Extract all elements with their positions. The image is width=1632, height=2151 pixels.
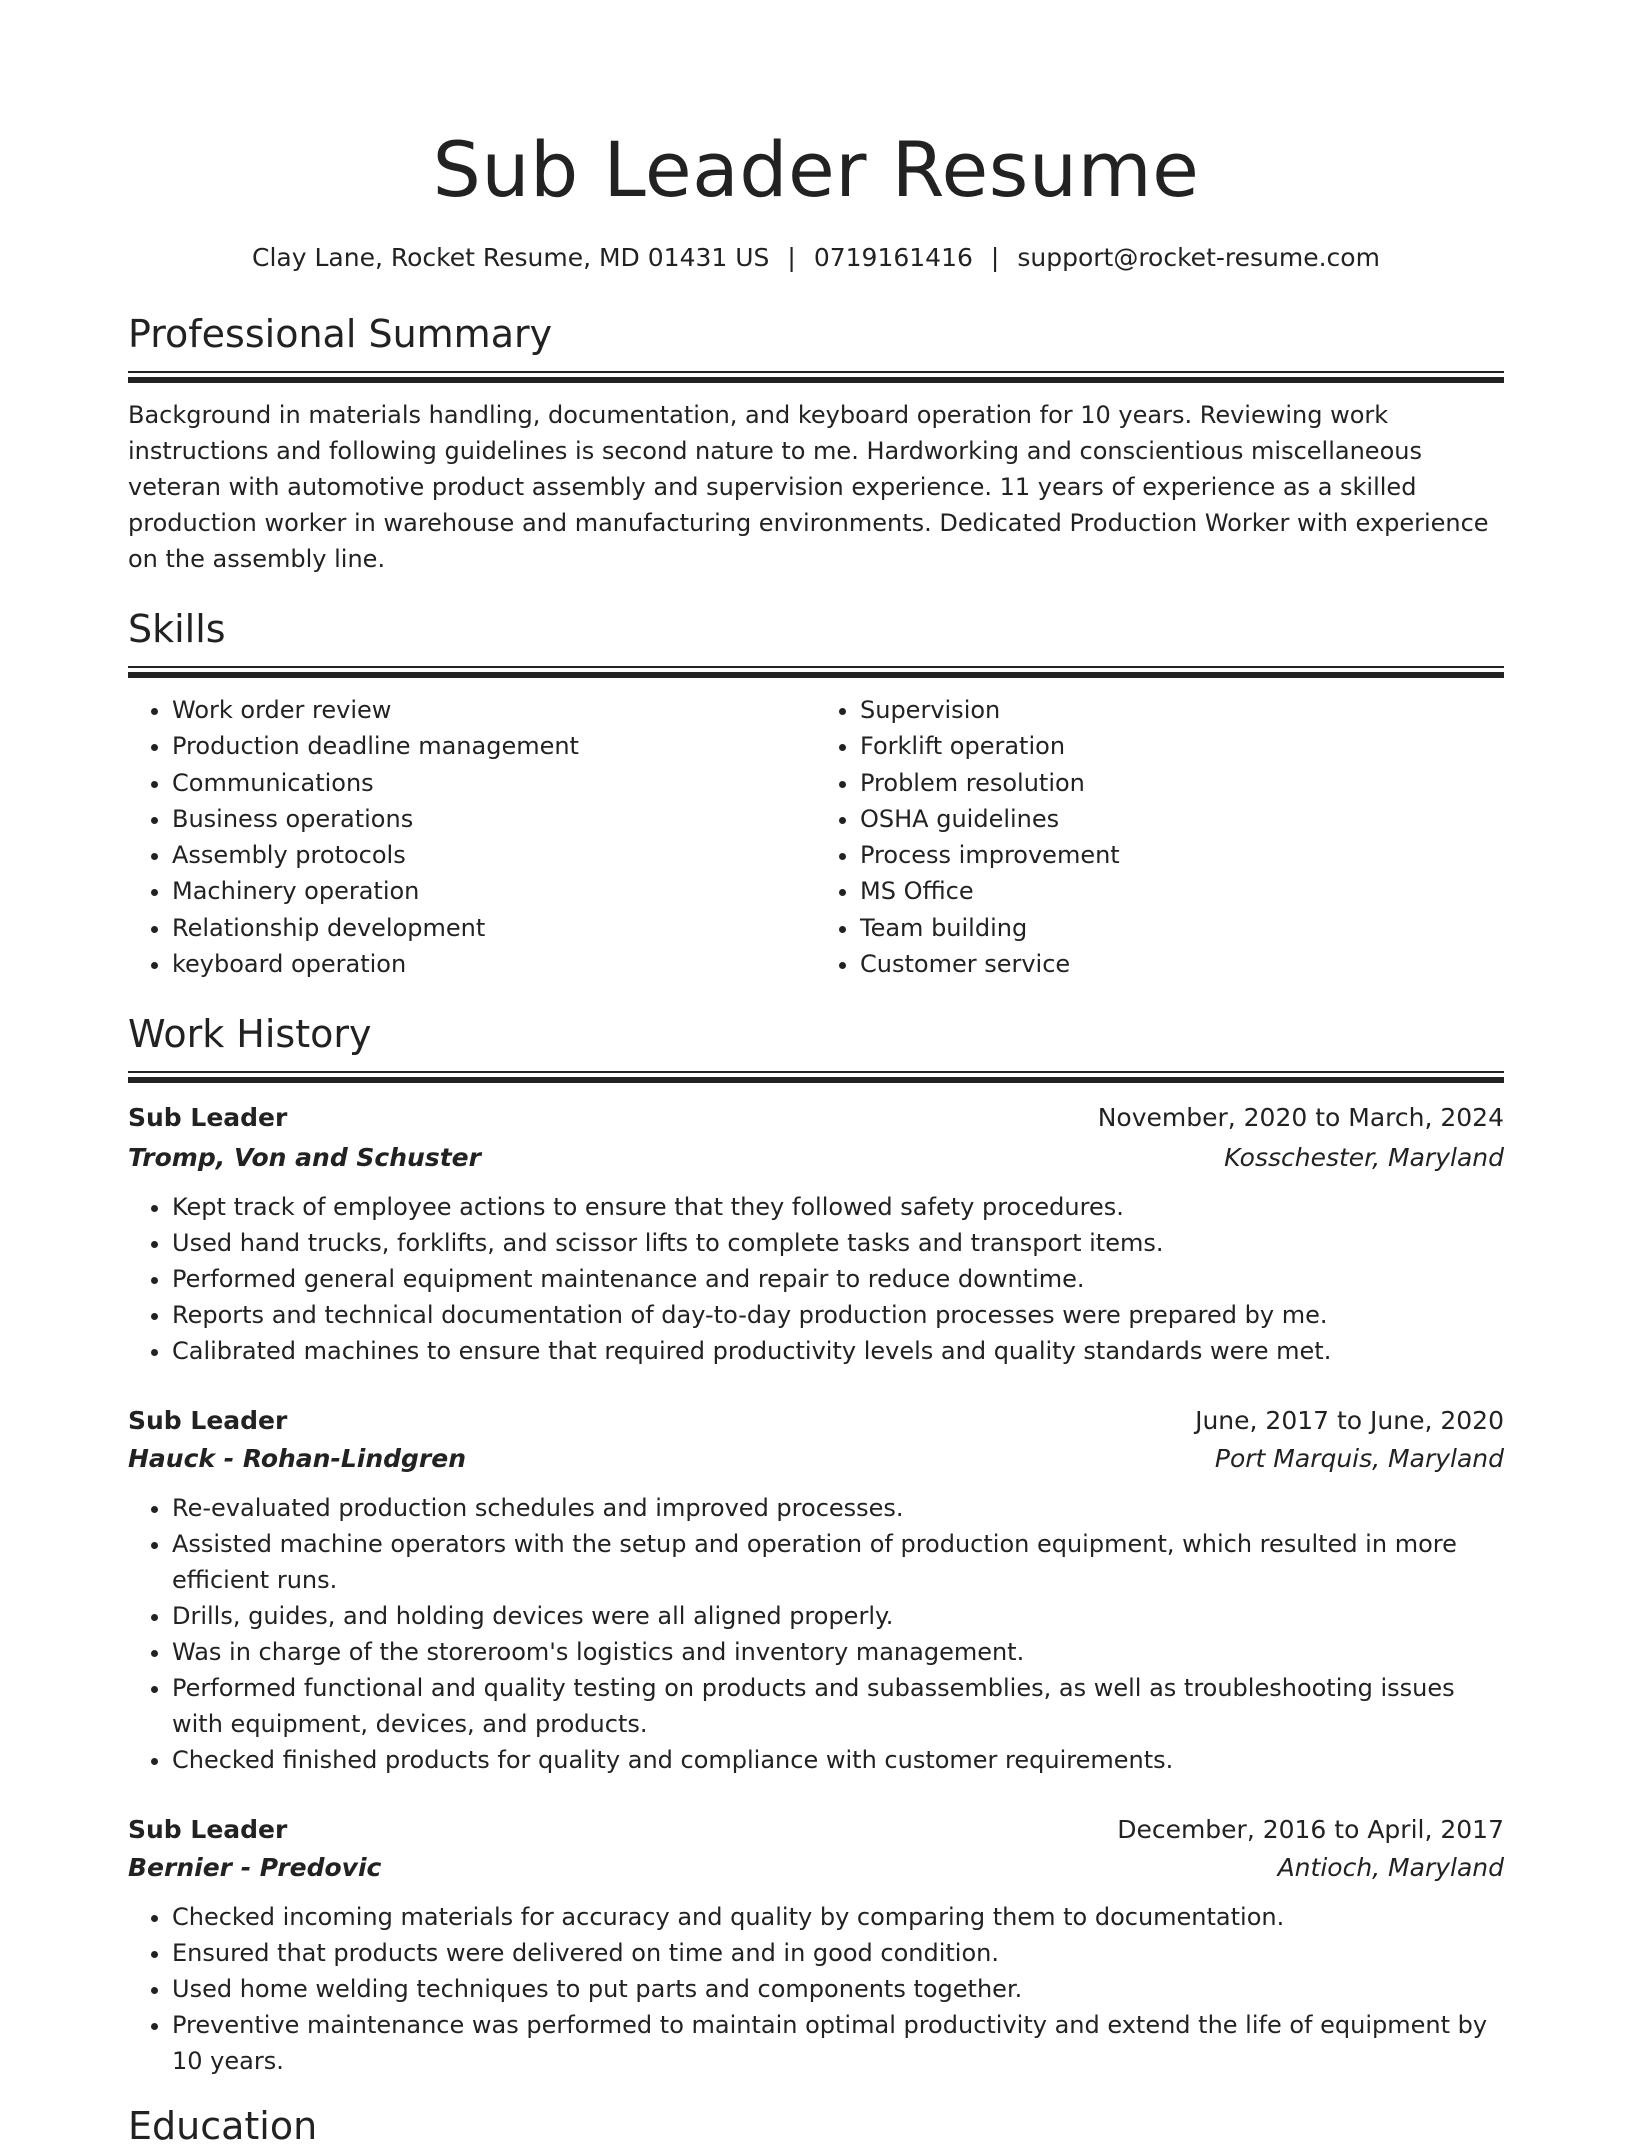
job-company-row: [128, 1440, 1504, 1478]
summary-heading: Professional Summary: [128, 312, 553, 356]
skill-item: • Business operations: [172, 801, 816, 837]
skill-item: • Forklift operation: [860, 728, 1504, 764]
job-title: Sub Leader: [128, 1103, 288, 1133]
job-entry: [128, 1402, 1504, 1778]
job-duty: • Was in charge of the storeroom's logistics and inventory management.: [172, 1634, 1504, 1670]
skill-item: • keyboard operation: [172, 946, 816, 982]
job-duty: • Re-evaluated production schedules and improved processes.: [172, 1490, 1504, 1526]
job-dates: December, 2016 to April, 2017: [1117, 1815, 1504, 1845]
job-duties: [128, 1899, 1504, 2079]
job-duties: [128, 1189, 1504, 1369]
skill-item: • Supervision: [860, 692, 1504, 728]
skill-item: • Team building: [860, 910, 1504, 946]
resume-title: Sub Leader Resume: [432, 125, 1200, 214]
contact-phone: 0719161416: [813, 243, 973, 272]
skills-heading: Skills: [128, 607, 226, 651]
skill-item: • Machinery operation: [172, 873, 816, 909]
job-dates: June, 2017 to June, 2020: [1195, 1406, 1504, 1436]
contact-separator: |: [990, 243, 1000, 272]
job-duty: • Performed general equipment maintenance and repair to reduce downtime.: [172, 1261, 1504, 1297]
job-header-row: [128, 1811, 1504, 1849]
skill-item: • Production deadline management: [172, 728, 816, 764]
skills-column-right: [816, 692, 1504, 982]
job-title: Sub Leader: [128, 1406, 288, 1436]
work-history-divider: [128, 1071, 1504, 1083]
skills-divider: [128, 666, 1504, 678]
job-company: Tromp, Von and Schuster: [128, 1143, 481, 1173]
skill-item: • Assembly protocols: [172, 837, 816, 873]
job-duty: • Ensured that products were delivered on time and in good condition.: [172, 1935, 1504, 1971]
skill-item: • Process improvement: [860, 837, 1504, 873]
job-duties: [128, 1490, 1504, 1778]
skills-list: [128, 692, 1504, 982]
job-entry: [128, 1811, 1504, 2079]
skill-item: • MS Office: [860, 873, 1504, 909]
job-location: Antioch, Maryland: [1277, 1853, 1504, 1883]
job-duty: • Checked incoming materials for accuracy and quality by comparing them to documentation.: [172, 1899, 1504, 1935]
skills-column-left: [128, 692, 816, 982]
contact-email[interactable]: support@rocket-resume.com: [1017, 243, 1380, 272]
contact-separator: |: [787, 243, 796, 272]
job-company: Hauck - Rohan-Lindgren: [128, 1444, 467, 1474]
job-duty: • Reports and technical documentation of day-to-day production processes were prepared by me.: [172, 1297, 1504, 1333]
skill-item: • Problem resolution: [860, 765, 1504, 801]
job-duty: • Calibrated machines to ensure that required productivity levels and quality standards were met.: [172, 1333, 1504, 1369]
job-location: Kosschester, Maryland: [1224, 1143, 1504, 1173]
job-duty: • Kept track of employee actions to ensure that they followed safety procedures.: [172, 1189, 1504, 1225]
job-company: Bernier - Predovic: [128, 1853, 382, 1883]
resume-page: [128, 0, 1504, 2151]
job-location: Port Marquis, Maryland: [1214, 1444, 1504, 1474]
contact-line: [128, 240, 1504, 276]
contact-address: Clay Lane, Rocket Resume, MD 01431 US: [252, 243, 770, 272]
job-company-row: [128, 1849, 1504, 1887]
work-history-heading: Work History: [128, 1012, 372, 1057]
job-duty: • Used home welding techniques to put parts and components together.: [172, 1971, 1504, 2007]
summary-divider: [128, 371, 1504, 383]
job-dates: November, 2020 to March, 2024: [1097, 1103, 1504, 1133]
job-duty: • Preventive maintenance was performed to maintain optimal productivity and extend the life of equipment by 10 years.: [172, 2007, 1504, 2079]
job-duty: • Checked finished products for quality and compliance with customer requirements.: [172, 1742, 1504, 1778]
summary-text: Background in materials handling, documentation, and keyboard operation for 10 years. Reviewing work instructions and following guidelines is second nature to me. Hardworking and conscientious miscellaneous veteran with automotive product assembly and supervision experience. 11 years of experience as a skilled production worker in warehouse and manufacturing environments. Dedicated Production Worker with experience on the assembly line.: [128, 401, 1489, 573]
skill-item: • Relationship development: [172, 910, 816, 946]
job-duty: • Assisted machine operators with the setup and operation of production equipment, which resulted in more efficient runs.: [172, 1526, 1504, 1598]
job-duty: • Drills, guides, and holding devices were all aligned properly.: [172, 1598, 1504, 1634]
job-title: Sub Leader: [128, 1815, 288, 1845]
education-heading: Education: [128, 2104, 318, 2149]
job-header-row: [128, 1402, 1504, 1440]
job-entry: [128, 1099, 1504, 1369]
skill-item: • OSHA guidelines: [860, 801, 1504, 837]
skill-item: • Work order review: [172, 692, 816, 728]
job-duty: • Performed functional and quality testing on products and subassemblies, as well as troubleshooting issues with equipment, devices, and products.: [172, 1670, 1504, 1742]
job-duty: • Used hand trucks, forklifts, and scissor lifts to complete tasks and transport items.: [172, 1225, 1504, 1261]
job-header-row: [128, 1099, 1504, 1137]
skill-item: • Communications: [172, 765, 816, 801]
skill-item: • Customer service: [860, 946, 1504, 982]
job-company-row: [128, 1139, 1504, 1177]
